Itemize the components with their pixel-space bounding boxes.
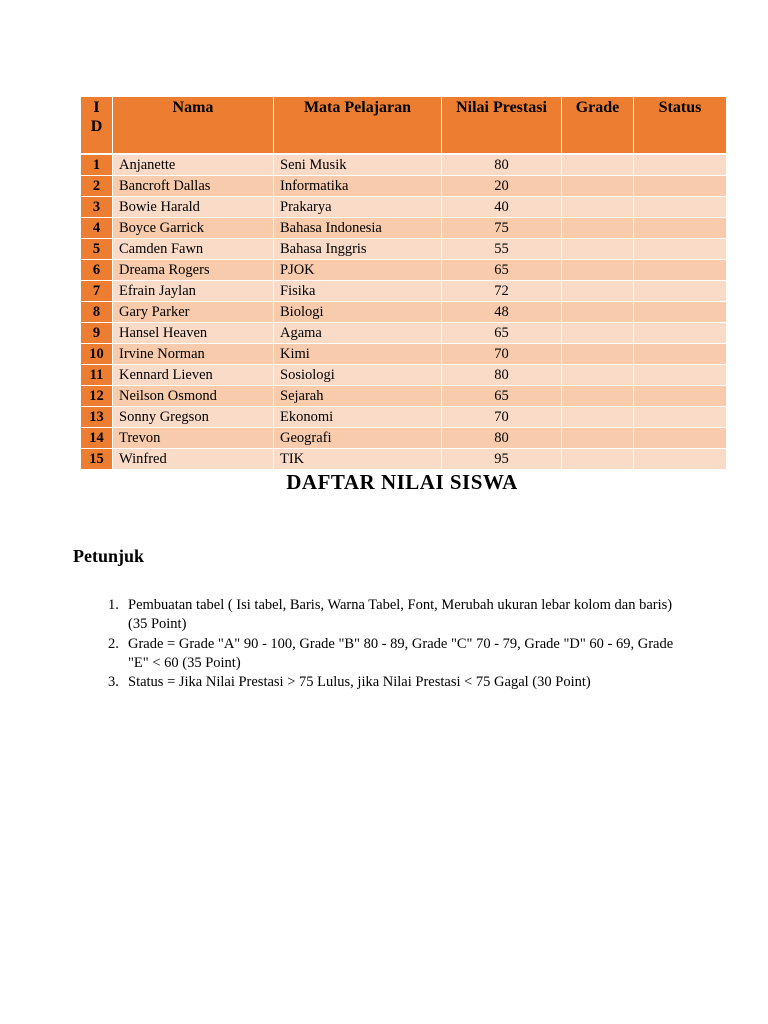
row-subject-cell: Bahasa Inggris [274, 239, 442, 260]
row-id-cell: 15 [81, 449, 113, 470]
row-subject-cell: Kimi [274, 344, 442, 365]
row-subject-cell: Bahasa Indonesia [274, 218, 442, 239]
row-id-cell: 14 [81, 428, 113, 449]
row-status-cell [634, 323, 727, 344]
table-row [81, 281, 727, 302]
row-status-cell [634, 302, 727, 323]
table-row [81, 449, 727, 470]
row-grade-cell [562, 260, 634, 281]
row-name-cell: Dreama Rogers [113, 260, 274, 281]
header-status: Status [634, 97, 727, 154]
instruction-item [108, 596, 688, 635]
row-id-cell: 11 [81, 365, 113, 386]
row-name-cell: Gary Parker [113, 302, 274, 323]
row-name-cell: Camden Fawn [113, 239, 274, 260]
row-subject-cell: TIK [274, 449, 442, 470]
row-grade-cell [562, 302, 634, 323]
row-status-cell [634, 407, 727, 428]
row-score-cell: 72 [442, 281, 562, 302]
row-status-cell [634, 281, 727, 302]
table-body [81, 154, 727, 470]
row-name-cell: Bowie Harald [113, 197, 274, 218]
instruction-text: Pembuatan tabel ( Isi tabel, Baris, Warna Tabel, Font, Merubah ukuran lebar kolom dan baris) (35 Point) [128, 597, 673, 633]
header-id-line2: D [90, 118, 103, 135]
row-name-cell: Trevon [113, 428, 274, 449]
row-grade-cell [562, 449, 634, 470]
row-subject-cell: Geografi [274, 428, 442, 449]
table-row [81, 386, 727, 407]
table-row [81, 365, 727, 386]
row-score-cell: 55 [442, 239, 562, 260]
row-name-cell: Neilson Osmond [113, 386, 274, 407]
row-status-cell [634, 449, 727, 470]
row-score-cell: 65 [442, 386, 562, 407]
row-status-cell [634, 154, 727, 176]
row-status-cell [634, 218, 727, 239]
instruction-item [108, 635, 688, 674]
row-id-cell: 8 [81, 302, 113, 323]
row-status-cell [634, 365, 727, 386]
row-id-cell: 1 [81, 154, 113, 176]
row-score-cell: 80 [442, 365, 562, 386]
row-subject-cell: Ekonomi [274, 407, 442, 428]
row-grade-cell [562, 176, 634, 197]
row-score-cell: 95 [442, 449, 562, 470]
row-grade-cell [562, 281, 634, 302]
row-id-cell: 7 [81, 281, 113, 302]
row-name-cell: Irvine Norman [113, 344, 274, 365]
row-status-cell [634, 176, 727, 197]
instruction-number: 3. [108, 674, 119, 691]
header-id-line1: I [93, 99, 100, 116]
row-grade-cell [562, 197, 634, 218]
row-id-cell: 2 [81, 176, 113, 197]
row-subject-cell: Seni Musik [274, 154, 442, 176]
table-row [81, 197, 727, 218]
instruction-number: 2. [108, 635, 119, 652]
row-subject-cell: Prakarya [274, 197, 442, 218]
row-id-cell: 9 [81, 323, 113, 344]
row-name-cell: Efrain Jaylan [113, 281, 274, 302]
row-id-cell: 10 [81, 344, 113, 365]
row-subject-cell: Informatika [274, 176, 442, 197]
header-grade: Grade [562, 97, 634, 154]
row-id-cell: 4 [81, 218, 113, 239]
row-subject-cell: Biologi [274, 302, 442, 323]
row-score-cell: 80 [442, 428, 562, 449]
table-header-row [81, 97, 727, 154]
row-grade-cell [562, 386, 634, 407]
row-id-cell: 6 [81, 260, 113, 281]
row-id-cell: 13 [81, 407, 113, 428]
row-name-cell: Anjanette [113, 154, 274, 176]
table-row [81, 323, 727, 344]
row-score-cell: 65 [442, 260, 562, 281]
row-score-cell: 75 [442, 218, 562, 239]
table-row [81, 218, 727, 239]
row-grade-cell [562, 218, 634, 239]
row-score-cell: 70 [442, 407, 562, 428]
row-grade-cell [562, 407, 634, 428]
table-row [81, 154, 727, 176]
row-name-cell: Bancroft Dallas [113, 176, 274, 197]
row-name-cell: Hansel Heaven [113, 323, 274, 344]
row-subject-cell: Sosiologi [274, 365, 442, 386]
row-name-cell: Kennard Lieven [113, 365, 274, 386]
table-row [81, 239, 727, 260]
table-row [81, 407, 727, 428]
table-caption: DAFTAR NILAI SISWA [286, 470, 518, 494]
row-grade-cell [562, 428, 634, 449]
row-status-cell [634, 197, 727, 218]
table-row [81, 302, 727, 323]
instruction-item [108, 673, 688, 692]
header-id [81, 97, 113, 154]
section-heading: Petunjuk [73, 546, 145, 566]
row-status-cell [634, 428, 727, 449]
instruction-list [108, 596, 688, 692]
row-status-cell [634, 344, 727, 365]
instruction-number: 1. [108, 597, 119, 613]
header-score: Nilai Prestasi [442, 97, 562, 154]
row-score-cell: 20 [442, 176, 562, 197]
row-id-cell: 12 [81, 386, 113, 407]
table-row [81, 260, 727, 281]
row-score-cell: 80 [442, 154, 562, 176]
table-row [81, 176, 727, 197]
row-grade-cell [562, 239, 634, 260]
table-row [81, 428, 727, 449]
row-status-cell [634, 386, 727, 407]
row-subject-cell: PJOK [274, 260, 442, 281]
row-grade-cell [562, 323, 634, 344]
row-grade-cell [562, 344, 634, 365]
row-subject-cell: Agama [274, 323, 442, 344]
header-subject: Mata Pelajaran [274, 97, 442, 154]
row-status-cell [634, 239, 727, 260]
row-subject-cell: Sejarah [274, 386, 442, 407]
row-score-cell: 70 [442, 344, 562, 365]
row-score-cell: 40 [442, 197, 562, 218]
header-name: Nama [113, 97, 274, 154]
row-grade-cell [562, 365, 634, 386]
row-id-cell: 5 [81, 239, 113, 260]
row-score-cell: 48 [442, 302, 562, 323]
instruction-text: Status = Jika Nilai Prestasi > 75 Lulus, jika Nilai Prestasi < 75 Gagal (30 Point) [128, 674, 591, 691]
grade-table [80, 97, 727, 470]
table-row [81, 344, 727, 365]
row-name-cell: Sonny Gregson [113, 407, 274, 428]
row-name-cell: Winfred [113, 449, 274, 470]
instruction-text: Grade = Grade "A" 90 - 100, Grade "B" 80 - 89, Grade "C" 70 - 79, Grade "D" 60 - 69, Grade "E" < 60 (35 Point) [128, 635, 674, 671]
row-name-cell: Boyce Garrick [113, 218, 274, 239]
row-id-cell: 3 [81, 197, 113, 218]
row-status-cell [634, 260, 727, 281]
row-score-cell: 65 [442, 323, 562, 344]
row-grade-cell [562, 154, 634, 176]
row-subject-cell: Fisika [274, 281, 442, 302]
